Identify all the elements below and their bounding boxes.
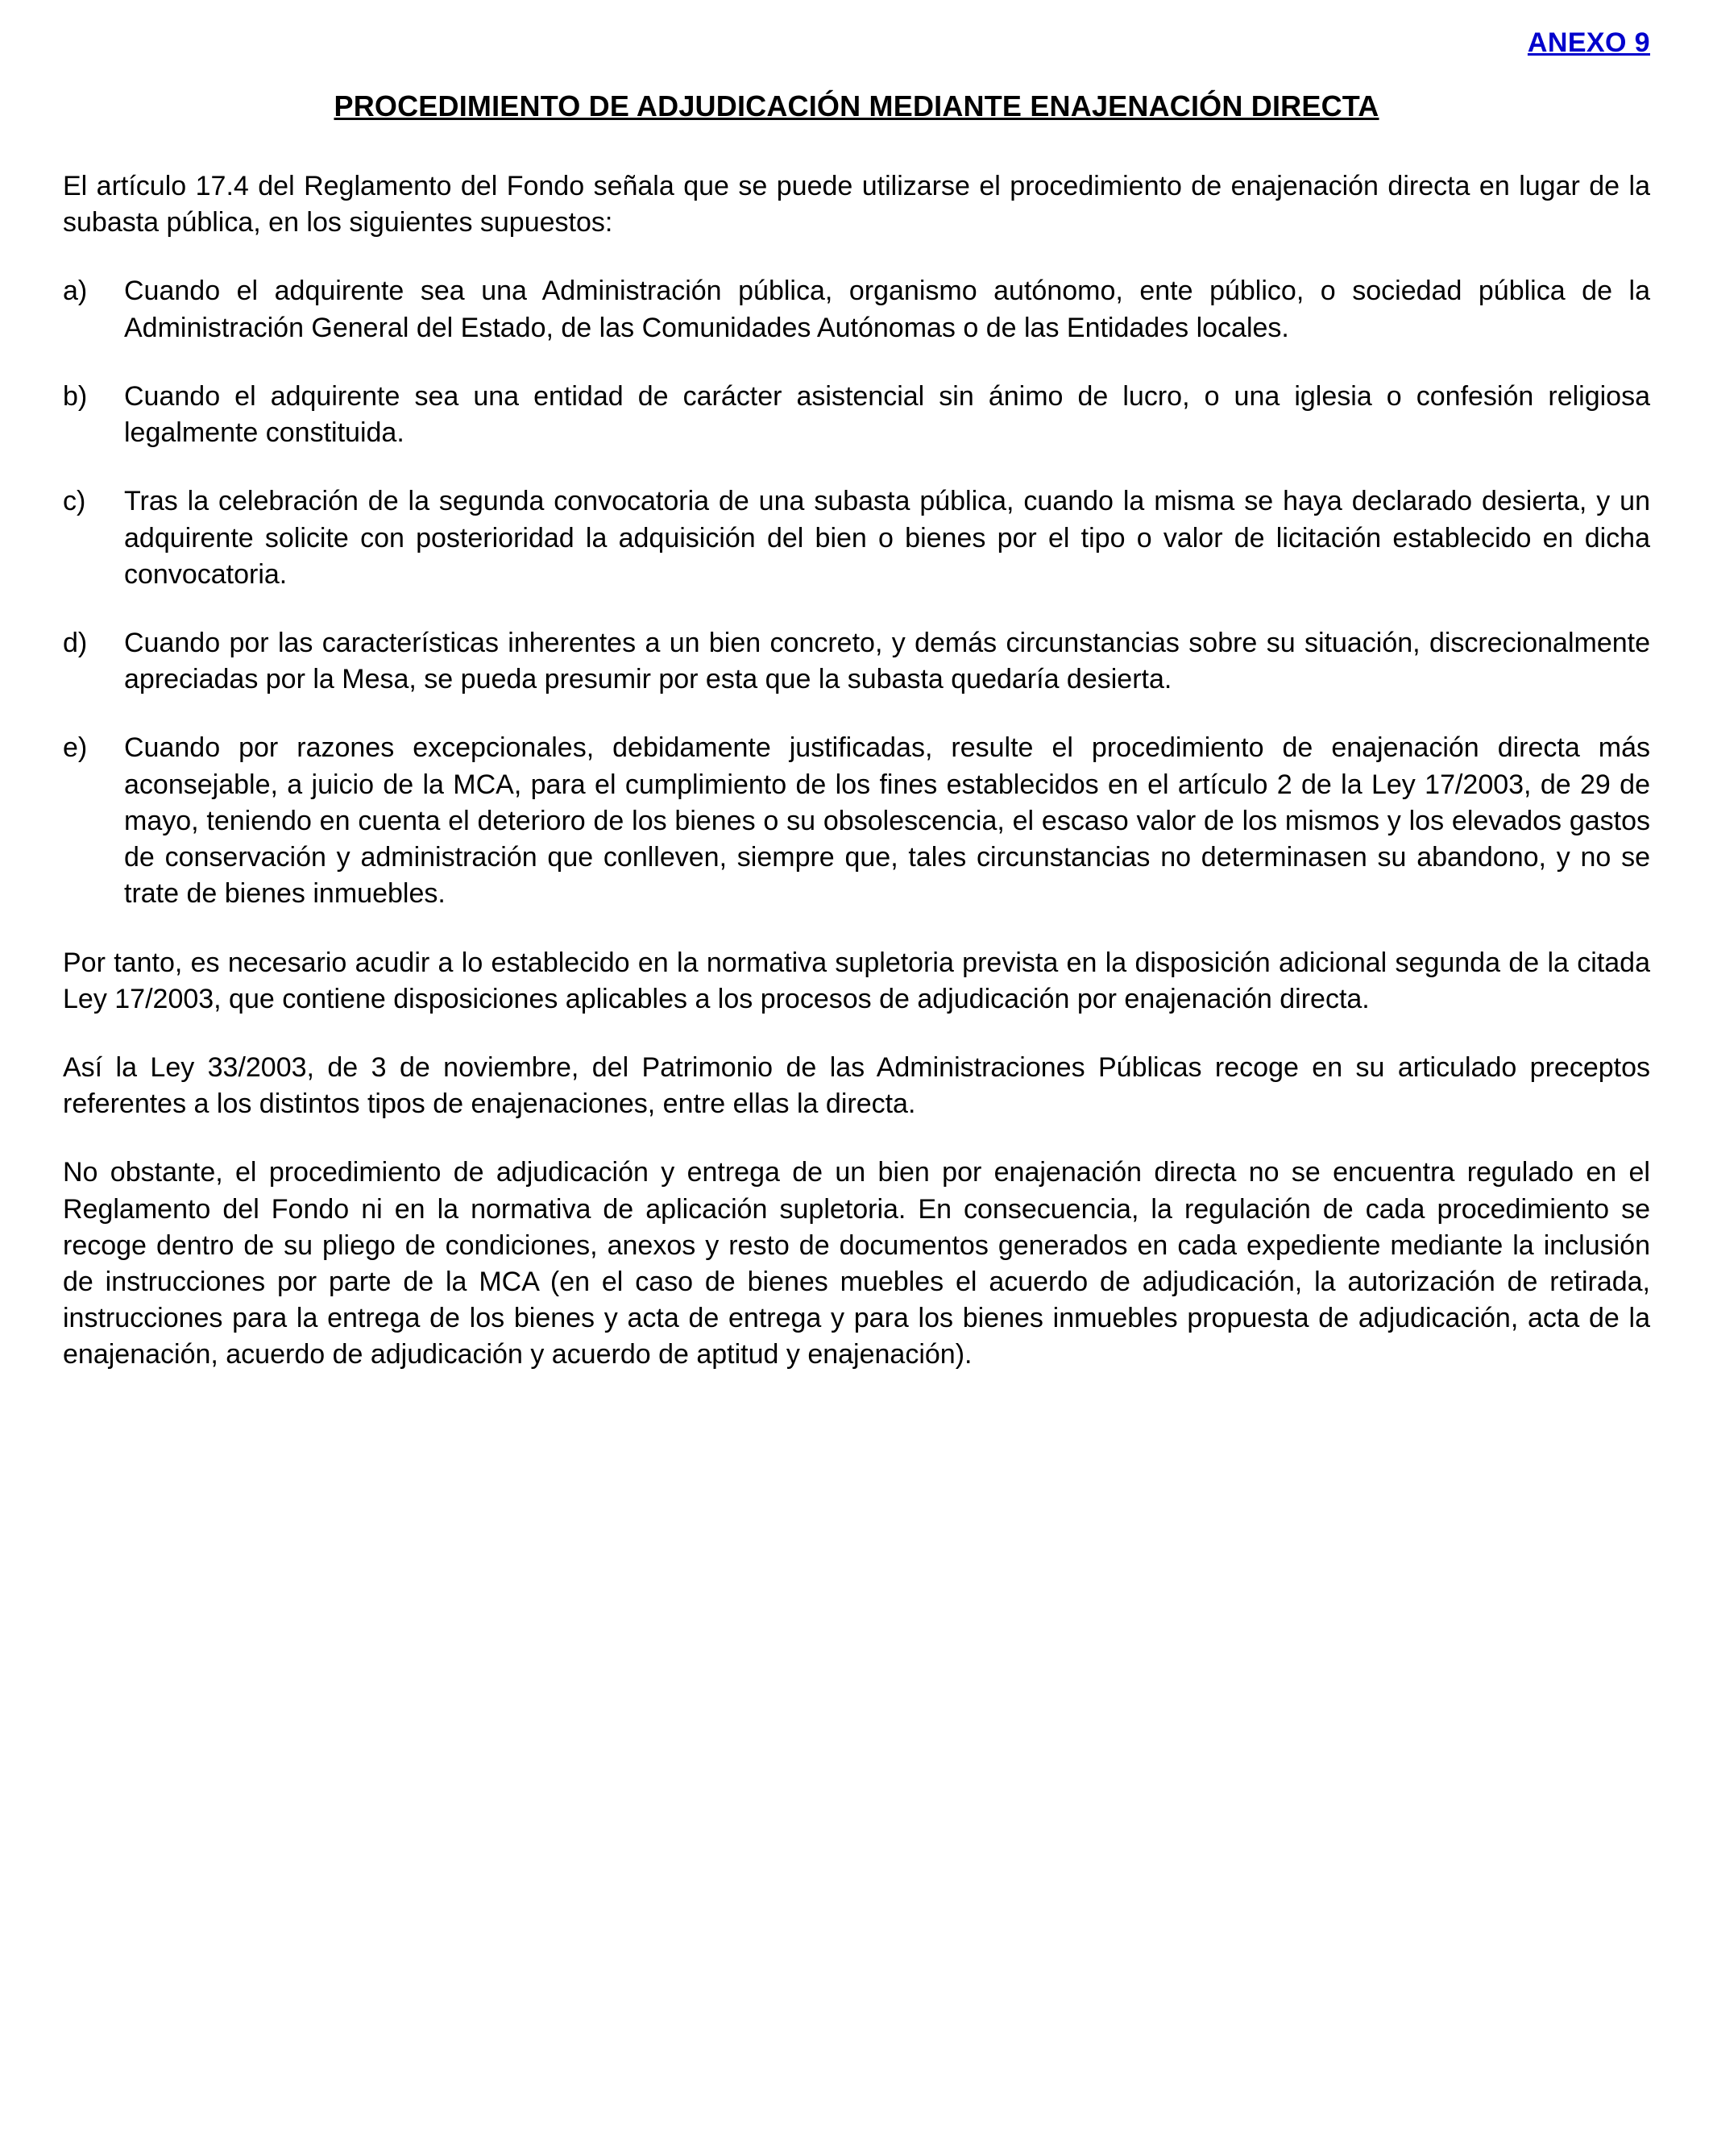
list-item <box>63 379 1650 451</box>
list-item-marker: d) <box>63 627 88 658</box>
list-item-text: Cuando por razones excepcionales, debidamente justificadas, resulte el procedimiento de enajenación directa más aconsejable, a juicio de la MCA, para el cumplimiento de los fines establecidos en el artículo 2 de la Ley 17/2003, de 29 de mayo, teniendo en cuenta el deterioro de los bienes o su obsolescencia, el escaso valor de los mismos y los elevados gastos de conservación y administración que conlleven, siempre que, tales circunstancias no determinasen su abandono, y no se trate de bienes inmuebles. <box>124 732 1650 910</box>
list-item-marker: a) <box>63 276 88 307</box>
paragraph: Por tanto, es necesario acudir a lo establecido en la normativa supletoria prevista en la disposición adicional segunda de la citada Ley 17/2003, que contiene disposiciones aplicables a los procesos de adjudicación por enajenación directa. <box>63 947 1650 1014</box>
list-item-marker: b) <box>63 380 88 412</box>
closing-paragraphs <box>63 945 1650 1374</box>
list-item <box>63 625 1650 698</box>
intro-paragraph: El artículo 17.4 del Reglamento del Fondo señala que se puede utilizarse el procedimiento de enajenación directa en lugar de la subasta pública, en los siguientes supuestos: <box>63 171 1650 238</box>
list-item-marker: e) <box>63 732 88 764</box>
supuestos-list <box>63 273 1650 912</box>
list-item-marker: c) <box>63 486 86 517</box>
list-item-text: Cuando por las características inherentes a un bien concreto, y demás circunstancias sobre su situación, discrecionalmente apreciadas por la Mesa, se pueda presumir por esta que la subasta quedaría desierta. <box>124 627 1650 695</box>
list-item-text: Cuando el adquirente sea una Administración pública, organismo autónomo, ente público, o sociedad pública de la Administración General del Estado, de las Comunidades Autónomas o de las Entidades locales. <box>124 276 1650 343</box>
list-item-text: Tras la celebración de la segunda convocatoria de una subasta pública, cuando la misma se haya declarado desierta, y un adquirente solicite con posterioridad la adquisición del bien o bienes por el tipo o valor de licitación establecido en dicha convocatoria. <box>124 486 1650 590</box>
list-item <box>63 483 1650 593</box>
paragraph: Así la Ley 33/2003, de 3 de noviembre, del Patrimonio de las Administraciones Públicas recoge en su articulado preceptos referentes a los distintos tipos de enajenaciones, entre ellas la directa. <box>63 1051 1650 1120</box>
list-item <box>63 730 1650 912</box>
list-item-text: Cuando el adquirente sea una entidad de carácter asistencial sin ánimo de lucro, o una iglesia o confesión religiosa legalmente constituida. <box>124 380 1650 449</box>
annex-label: ANEXO 9 <box>1527 27 1650 58</box>
list-item <box>63 273 1650 346</box>
paragraph: No obstante, el procedimiento de adjudicación y entrega de un bien por enajenación directa no se encuentra regulado en el Reglamento del Fondo ni en la normativa de aplicación supletoria. En consecuencia, la regulación de cada procedimiento se recoge dentro de su pliego de condiciones, anexos y resto de documentos generados en cada expediente mediante la inclusión de instrucciones por parte de la MCA (en el caso de bienes muebles el acuerdo de adjudicación, la autorización de retirada, instrucciones para la entrega de los bienes y acta de entrega y para los bienes inmuebles propuesta de adjudicación, acta de la enajenación, acuerdo de adjudicación y acuerdo de aptitud y enajenación). <box>63 1157 1650 1370</box>
page-title: PROCEDIMIENTO DE ADJUDICACIÓN MEDIANTE ENAJENACIÓN DIRECTA <box>334 89 1379 122</box>
annex-header <box>63 27 1650 59</box>
